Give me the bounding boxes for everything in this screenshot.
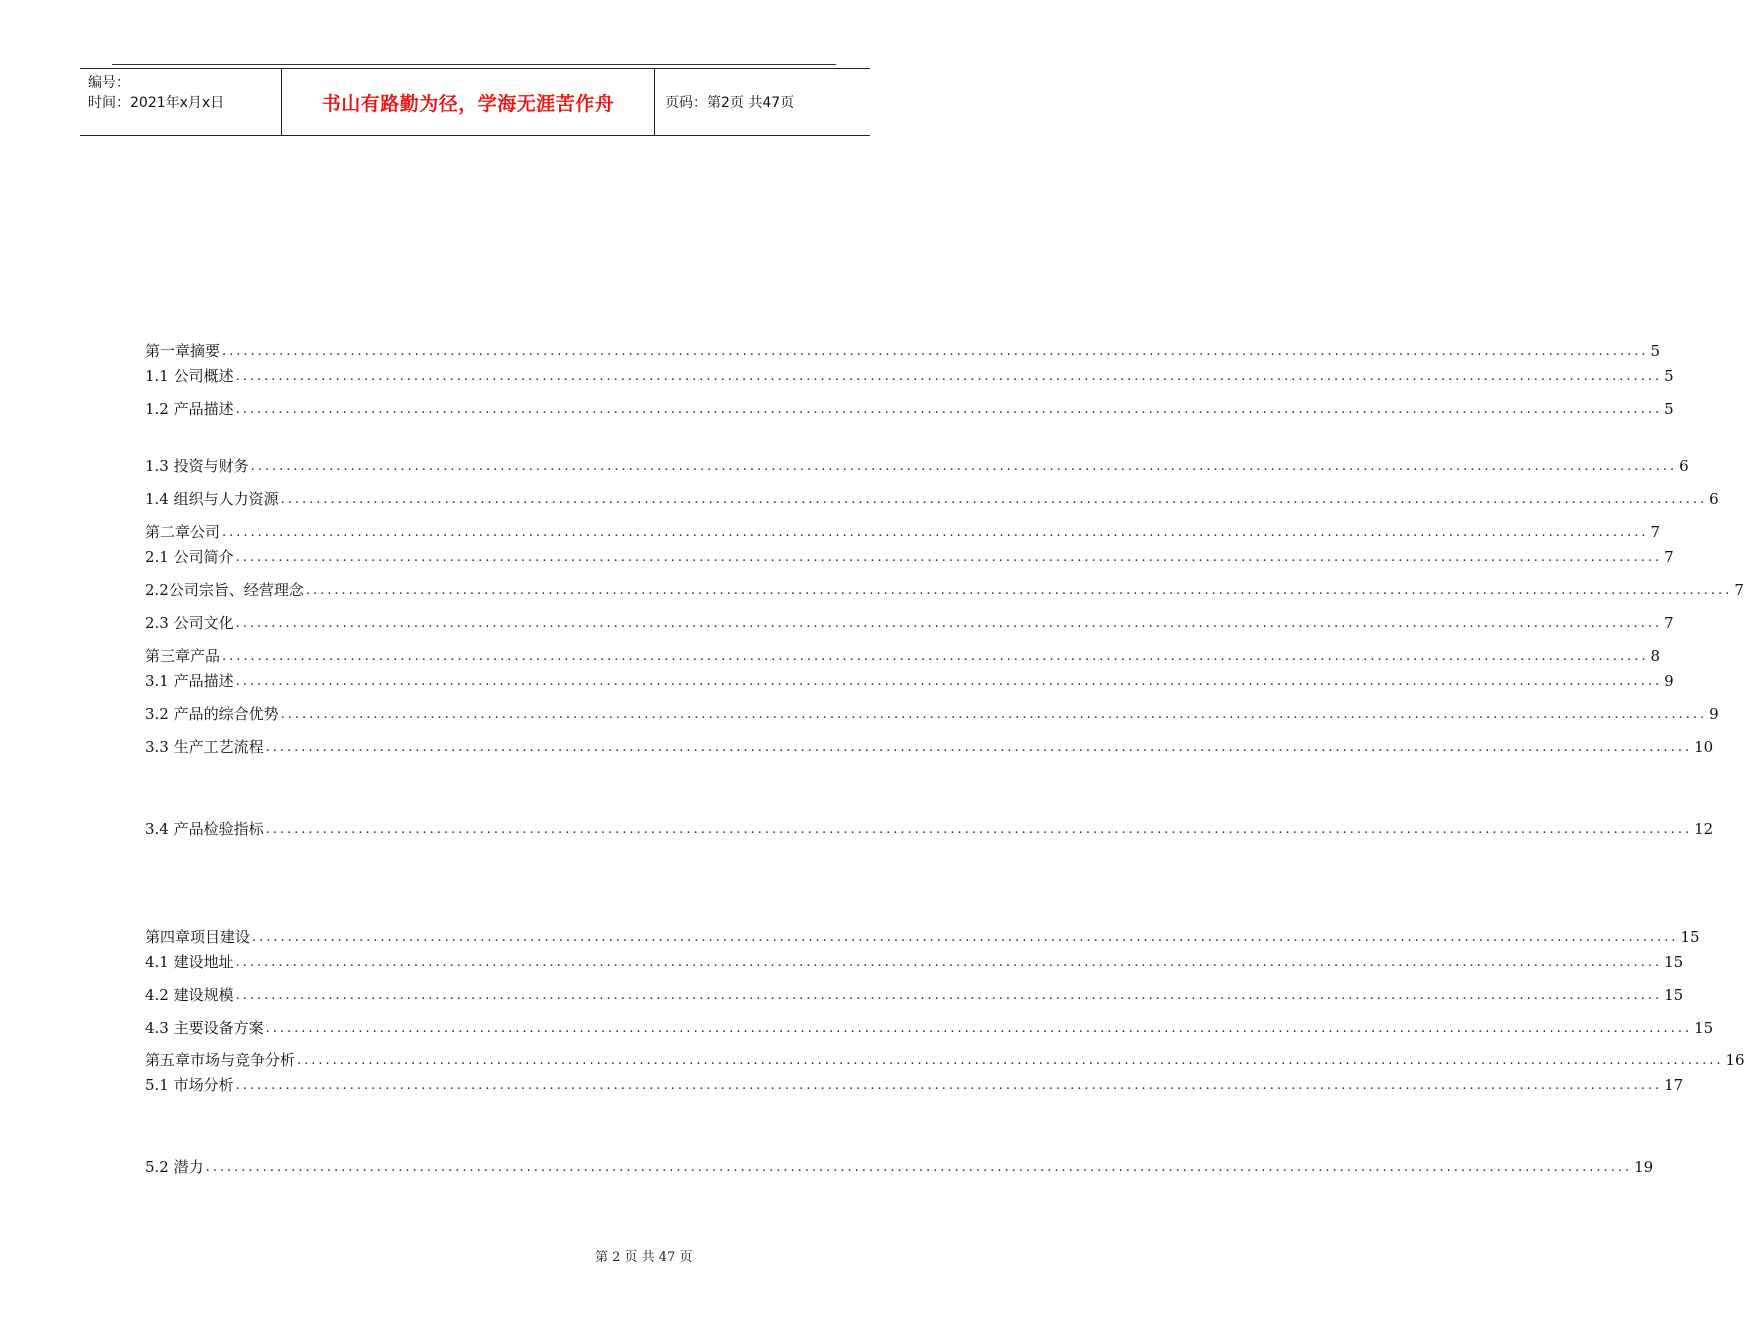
toc-entry-title: 4.1 建设地址: [145, 953, 234, 971]
toc-dot-leader: ........................................................................................................................................................................................................: [235, 616, 1663, 631]
toc-entry[interactable]: [145, 521, 1661, 543]
toc-dot-leader: ........................................................................................................................................................................................................: [235, 402, 1663, 417]
toc-entry[interactable]: [145, 579, 1744, 601]
toc-entry[interactable]: [145, 645, 1661, 667]
toc-dot-leader: ........................................................................................................................................................................................................: [235, 1078, 1663, 1093]
toc-dot-leader: ........................................................................................................................................................................................................: [235, 674, 1663, 689]
toc-entry-title: 第一章摘要: [145, 342, 221, 360]
toc-entry[interactable]: [145, 340, 1661, 362]
toc-entry[interactable]: [145, 1049, 1745, 1071]
toc-entry-page: 6: [1709, 490, 1719, 508]
toc-entry-page: 15: [1694, 1019, 1714, 1037]
toc-entry[interactable]: [145, 398, 1674, 420]
toc-entry-title: 5.2 潜力: [145, 1158, 204, 1176]
toc-entry-title: 3.4 产品检验指标: [145, 820, 264, 838]
toc-entry-page: 5: [1650, 342, 1661, 360]
toc-dot-leader: ........................................................................................................................................................................................................: [305, 583, 1733, 598]
toc-entry-title: 5.1 市场分析: [145, 1076, 234, 1094]
toc-dot-leader: ........................................................................................................................................................................................................: [265, 822, 1693, 837]
toc-entry-page: 6: [1679, 457, 1689, 475]
toc-entry-page: 15: [1680, 928, 1700, 946]
toc-entry-page: 15: [1664, 953, 1684, 971]
toc-entry-title: 2.1 公司简介: [145, 548, 234, 566]
page-footer: [595, 1246, 692, 1265]
toc-entry-title: 4.2 建设规模: [145, 986, 234, 1004]
toc-entry-page: 9: [1664, 672, 1674, 690]
toc-entry[interactable]: [145, 736, 1714, 758]
footer-page-number: 第 2 页 共 47 页: [595, 1250, 693, 1265]
toc-entry[interactable]: [145, 818, 1714, 840]
toc-entry[interactable]: [145, 612, 1674, 634]
toc-dot-leader: ........................................................................................................................................................................................................: [235, 955, 1663, 970]
toc-entry-page: 19: [1634, 1158, 1654, 1176]
toc-entry[interactable]: [145, 951, 1684, 973]
toc-entry-title: 1.3 投资与财务: [145, 457, 249, 475]
toc-entry[interactable]: [145, 365, 1674, 387]
toc-dot-leader: ........................................................................................................................................................................................................: [265, 1021, 1693, 1036]
toc-entry-page: 7: [1664, 614, 1674, 632]
toc-entry-title: 第四章项目建设: [145, 928, 251, 946]
toc-dot-leader: ........................................................................................................................................................................................................: [252, 930, 1679, 945]
toc-entry-title: 1.1 公司概述: [145, 367, 234, 385]
toc-dot-leader: ........................................................................................................................................................................................................: [250, 459, 1678, 474]
toc-entry-title: 第三章产品: [145, 647, 221, 665]
document-date-label: 时间：2021年x月x日: [88, 95, 225, 111]
toc-entry-title: 1.2 产品描述: [145, 400, 234, 418]
header-motto: 书山有路勤为径，学海无涯苦作舟: [321, 92, 615, 115]
toc-entry-page: 7: [1650, 523, 1661, 541]
toc-entry-title: 3.1 产品描述: [145, 672, 234, 690]
toc-dot-leader: ........................................................................................................................................................................................................: [222, 525, 1649, 540]
toc-entry[interactable]: [145, 1156, 1654, 1178]
toc-entry-page: 10: [1694, 738, 1714, 756]
toc-entry[interactable]: [145, 926, 1700, 948]
toc-entry-title: 3.3 生产工艺流程: [145, 738, 264, 756]
toc-entry-title: 3.2 产品的综合优势: [145, 705, 279, 723]
toc-entry-page: 9: [1709, 705, 1719, 723]
toc-dot-leader: ........................................................................................................................................................................................................: [297, 1053, 1724, 1068]
toc-entry-page: 7: [1734, 581, 1744, 599]
toc-entry-page: 16: [1725, 1051, 1745, 1069]
toc-dot-leader: ........................................................................................................................................................................................................: [265, 740, 1693, 755]
document-number-label: 编号：: [88, 75, 130, 91]
toc-entry-page: 7: [1664, 548, 1674, 566]
toc-dot-leader: ........................................................................................................................................................................................................: [222, 344, 1649, 359]
toc-entry[interactable]: [145, 670, 1674, 692]
header-page-info: 页码：第2页 共47页: [665, 95, 795, 111]
toc-entry-title: 2.2公司宗旨、经营理念: [145, 581, 304, 599]
toc-entry[interactable]: [145, 1074, 1684, 1096]
toc-entry-title: 第二章公司: [145, 523, 221, 541]
toc-entry-title: 4.3 主要设备方案: [145, 1019, 264, 1037]
toc-entry-title: 第五章市场与竞争分析: [145, 1051, 296, 1069]
toc-dot-leader: ........................................................................................................................................................................................................: [222, 649, 1649, 664]
toc-entry-title: 2.3 公司文化: [145, 614, 234, 632]
toc-dot-leader: ........................................................................................................................................................................................................: [280, 707, 1708, 722]
toc-entry-page: 5: [1664, 400, 1674, 418]
toc-entry-page: 17: [1664, 1076, 1684, 1094]
toc-dot-leader: ........................................................................................................................................................................................................: [235, 550, 1663, 565]
toc-entry[interactable]: [145, 1017, 1714, 1039]
toc-entry[interactable]: [145, 546, 1674, 568]
toc-entry-page: 15: [1664, 986, 1684, 1004]
toc-dot-leader: ........................................................................................................................................................................................................: [235, 988, 1663, 1003]
toc-dot-leader: ........................................................................................................................................................................................................: [280, 492, 1708, 507]
toc-entry-title: 1.4 组织与人力资源: [145, 490, 279, 508]
toc-entry[interactable]: [145, 455, 1689, 477]
toc-entry[interactable]: [145, 984, 1684, 1006]
toc-entry-page: 12: [1694, 820, 1714, 838]
toc-entry-page: 8: [1650, 647, 1661, 665]
toc-entry[interactable]: [145, 703, 1719, 725]
toc-dot-leader: ........................................................................................................................................................................................................: [205, 1160, 1633, 1175]
toc-entry-page: 5: [1664, 367, 1674, 385]
toc-dot-leader: ........................................................................................................................................................................................................: [235, 369, 1663, 384]
toc-entry[interactable]: [145, 488, 1719, 510]
